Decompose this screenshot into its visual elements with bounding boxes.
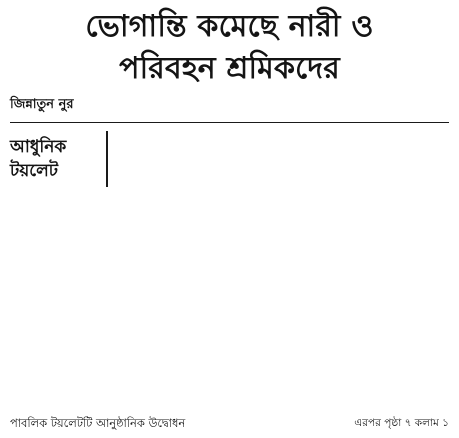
pull-quote-line-2: টয়লেট <box>10 161 59 181</box>
headline-line-2: পরিবহন শ্রমিকদের <box>119 51 340 86</box>
byline: জিন্নাতুন নুর <box>10 97 74 112</box>
headline <box>10 6 449 90</box>
last-line: পাবলিক টয়লেটটি আনুষ্ঠানিক উদ্বোধন <box>10 416 186 430</box>
pull-quote-line-1: আধুনিক <box>10 137 67 157</box>
article-footer <box>10 415 449 432</box>
continuation-note: এরপর পৃষ্ঠা ৭ কলাম ১ <box>354 417 449 429</box>
pull-quote-box <box>10 131 108 187</box>
byline-divider <box>10 122 449 123</box>
headline-line-1: ভোগান্তি কমেছে নারী ও <box>85 9 374 44</box>
